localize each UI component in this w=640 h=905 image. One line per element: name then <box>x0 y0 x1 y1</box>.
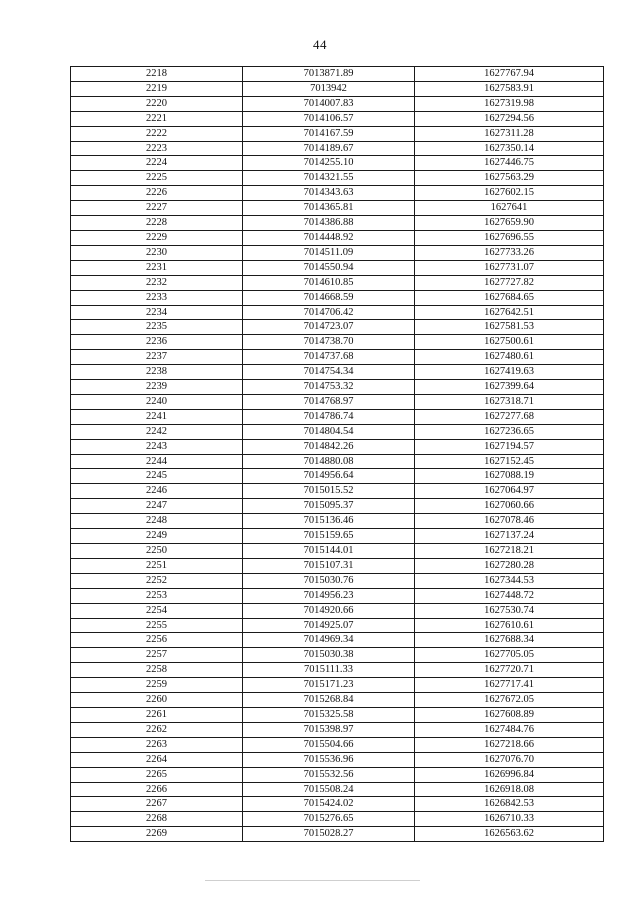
coordinates-table-body <box>71 67 604 842</box>
point-number-cell: 2224 <box>71 156 243 171</box>
x-coordinate-cell: 7015030.38 <box>243 648 415 663</box>
point-number-cell: 2247 <box>71 499 243 514</box>
y-coordinate-cell: 1627277.68 <box>415 409 604 424</box>
table-row <box>71 245 604 260</box>
point-number-cell: 2245 <box>71 469 243 484</box>
y-coordinate-cell: 1627448.72 <box>415 588 604 603</box>
x-coordinate-cell: 7014255.10 <box>243 156 415 171</box>
point-number-cell: 2251 <box>71 558 243 573</box>
point-number-cell: 2258 <box>71 663 243 678</box>
x-coordinate-cell: 7014550.94 <box>243 260 415 275</box>
table-row <box>71 648 604 663</box>
x-coordinate-cell: 7014610.85 <box>243 275 415 290</box>
y-coordinate-cell: 1627530.74 <box>415 603 604 618</box>
table-row <box>71 67 604 82</box>
y-coordinate-cell: 1627194.57 <box>415 439 604 454</box>
y-coordinate-cell: 1627350.14 <box>415 141 604 156</box>
x-coordinate-cell: 7014723.07 <box>243 320 415 335</box>
point-number-cell: 2221 <box>71 111 243 126</box>
y-coordinate-cell: 1627236.65 <box>415 424 604 439</box>
x-coordinate-cell: 7014956.64 <box>243 469 415 484</box>
table-row <box>71 275 604 290</box>
table-row <box>71 678 604 693</box>
point-number-cell: 2233 <box>71 290 243 305</box>
x-coordinate-cell: 7014969.34 <box>243 633 415 648</box>
x-coordinate-cell: 7015504.66 <box>243 737 415 752</box>
y-coordinate-cell: 1627294.56 <box>415 111 604 126</box>
table-row <box>71 424 604 439</box>
y-coordinate-cell: 1627705.05 <box>415 648 604 663</box>
y-coordinate-cell: 1627318.71 <box>415 394 604 409</box>
y-coordinate-cell: 1627581.53 <box>415 320 604 335</box>
y-coordinate-cell: 1627672.05 <box>415 693 604 708</box>
y-coordinate-cell: 1627767.94 <box>415 67 604 82</box>
table-row <box>71 484 604 499</box>
y-coordinate-cell: 1627344.53 <box>415 573 604 588</box>
point-number-cell: 2225 <box>71 171 243 186</box>
x-coordinate-cell: 7014753.32 <box>243 380 415 395</box>
y-coordinate-cell: 1627137.24 <box>415 529 604 544</box>
table-row <box>71 141 604 156</box>
y-coordinate-cell: 1627696.55 <box>415 230 604 245</box>
y-coordinate-cell: 1627419.63 <box>415 365 604 380</box>
table-row <box>71 514 604 529</box>
point-number-cell: 2220 <box>71 96 243 111</box>
point-number-cell: 2238 <box>71 365 243 380</box>
point-number-cell: 2243 <box>71 439 243 454</box>
point-number-cell: 2232 <box>71 275 243 290</box>
x-coordinate-cell: 7015532.56 <box>243 767 415 782</box>
table-row <box>71 573 604 588</box>
table-row <box>71 544 604 559</box>
y-coordinate-cell: 1627500.61 <box>415 335 604 350</box>
point-number-cell: 2218 <box>71 67 243 82</box>
y-coordinate-cell: 1627088.19 <box>415 469 604 484</box>
x-coordinate-cell: 7014106.57 <box>243 111 415 126</box>
point-number-cell: 2267 <box>71 797 243 812</box>
table-row <box>71 827 604 842</box>
table-row <box>71 752 604 767</box>
table-row <box>71 588 604 603</box>
x-coordinate-cell: 7014668.59 <box>243 290 415 305</box>
point-number-cell: 2237 <box>71 350 243 365</box>
point-number-cell: 2235 <box>71 320 243 335</box>
point-number-cell: 2265 <box>71 767 243 782</box>
x-coordinate-cell: 7014343.63 <box>243 186 415 201</box>
x-coordinate-cell: 7015030.76 <box>243 573 415 588</box>
table-row <box>71 320 604 335</box>
y-coordinate-cell: 1627399.64 <box>415 380 604 395</box>
y-coordinate-cell: 1627717.41 <box>415 678 604 693</box>
point-number-cell: 2236 <box>71 335 243 350</box>
table-row <box>71 454 604 469</box>
point-number-cell: 2219 <box>71 81 243 96</box>
x-coordinate-cell: 7015398.97 <box>243 722 415 737</box>
table-row <box>71 693 604 708</box>
table-row <box>71 469 604 484</box>
x-coordinate-cell: 7014386.88 <box>243 216 415 231</box>
point-number-cell: 2249 <box>71 529 243 544</box>
y-coordinate-cell: 1627610.61 <box>415 618 604 633</box>
y-coordinate-cell: 1627076.70 <box>415 752 604 767</box>
table-row <box>71 171 604 186</box>
y-coordinate-cell: 1627608.89 <box>415 707 604 722</box>
x-coordinate-cell: 7014804.54 <box>243 424 415 439</box>
point-number-cell: 2239 <box>71 380 243 395</box>
table-row <box>71 216 604 231</box>
point-number-cell: 2255 <box>71 618 243 633</box>
point-number-cell: 2230 <box>71 245 243 260</box>
point-number-cell: 2260 <box>71 693 243 708</box>
x-coordinate-cell: 7015111.33 <box>243 663 415 678</box>
table-row <box>71 812 604 827</box>
point-number-cell: 2228 <box>71 216 243 231</box>
table-row <box>71 663 604 678</box>
table-row <box>71 409 604 424</box>
y-coordinate-cell: 1627152.45 <box>415 454 604 469</box>
table-row <box>71 707 604 722</box>
point-number-cell: 2259 <box>71 678 243 693</box>
x-coordinate-cell: 7014189.67 <box>243 141 415 156</box>
x-coordinate-cell: 7015536.96 <box>243 752 415 767</box>
x-coordinate-cell: 7015136.46 <box>243 514 415 529</box>
table-row <box>71 260 604 275</box>
x-coordinate-cell: 7015107.31 <box>243 558 415 573</box>
x-coordinate-cell: 7014925.07 <box>243 618 415 633</box>
table-row <box>71 618 604 633</box>
table-row <box>71 126 604 141</box>
x-coordinate-cell: 7015508.24 <box>243 782 415 797</box>
scan-artifact-line <box>205 880 420 881</box>
y-coordinate-cell: 1626842.53 <box>415 797 604 812</box>
y-coordinate-cell: 1627064.97 <box>415 484 604 499</box>
x-coordinate-cell: 7014786.74 <box>243 409 415 424</box>
x-coordinate-cell: 7014321.55 <box>243 171 415 186</box>
table-row <box>71 722 604 737</box>
x-coordinate-cell: 7015144.01 <box>243 544 415 559</box>
y-coordinate-cell: 1627446.75 <box>415 156 604 171</box>
y-coordinate-cell: 1626563.62 <box>415 827 604 842</box>
y-coordinate-cell: 1627319.98 <box>415 96 604 111</box>
point-number-cell: 2223 <box>71 141 243 156</box>
table-row <box>71 335 604 350</box>
y-coordinate-cell: 1627060.66 <box>415 499 604 514</box>
table-row <box>71 603 604 618</box>
table-row <box>71 782 604 797</box>
point-number-cell: 2268 <box>71 812 243 827</box>
table-row <box>71 797 604 812</box>
y-coordinate-cell: 1627688.34 <box>415 633 604 648</box>
point-number-cell: 2246 <box>71 484 243 499</box>
table-row <box>71 380 604 395</box>
x-coordinate-cell: 7014738.70 <box>243 335 415 350</box>
point-number-cell: 2231 <box>71 260 243 275</box>
point-number-cell: 2262 <box>71 722 243 737</box>
point-number-cell: 2250 <box>71 544 243 559</box>
point-number-cell: 2263 <box>71 737 243 752</box>
point-number-cell: 2254 <box>71 603 243 618</box>
x-coordinate-cell: 7014365.81 <box>243 201 415 216</box>
table-row <box>71 111 604 126</box>
x-coordinate-cell: 7014768.97 <box>243 394 415 409</box>
table-row <box>71 350 604 365</box>
x-coordinate-cell: 7015325.58 <box>243 707 415 722</box>
x-coordinate-cell: 7014880.08 <box>243 454 415 469</box>
x-coordinate-cell: 7013942 <box>243 81 415 96</box>
table-row <box>71 365 604 380</box>
table-row <box>71 394 604 409</box>
y-coordinate-cell: 1627583.91 <box>415 81 604 96</box>
point-number-cell: 2256 <box>71 633 243 648</box>
table-row <box>71 767 604 782</box>
y-coordinate-cell: 1627684.65 <box>415 290 604 305</box>
table-row <box>71 290 604 305</box>
y-coordinate-cell: 1627280.28 <box>415 558 604 573</box>
point-number-cell: 2248 <box>71 514 243 529</box>
table-row <box>71 633 604 648</box>
x-coordinate-cell: 7014920.66 <box>243 603 415 618</box>
y-coordinate-cell: 1627602.15 <box>415 186 604 201</box>
x-coordinate-cell: 7014737.68 <box>243 350 415 365</box>
y-coordinate-cell: 1627642.51 <box>415 305 604 320</box>
point-number-cell: 2222 <box>71 126 243 141</box>
page-number: 44 <box>313 37 327 52</box>
point-number-cell: 2240 <box>71 394 243 409</box>
x-coordinate-cell: 7014511.09 <box>243 245 415 260</box>
table-row <box>71 81 604 96</box>
x-coordinate-cell: 7014706.42 <box>243 305 415 320</box>
point-number-cell: 2253 <box>71 588 243 603</box>
y-coordinate-cell: 1627484.76 <box>415 722 604 737</box>
x-coordinate-cell: 7015159.65 <box>243 529 415 544</box>
x-coordinate-cell: 7013871.89 <box>243 67 415 82</box>
y-coordinate-cell: 1627727.82 <box>415 275 604 290</box>
y-coordinate-cell: 1627218.21 <box>415 544 604 559</box>
y-coordinate-cell: 1627563.29 <box>415 171 604 186</box>
x-coordinate-cell: 7015276.65 <box>243 812 415 827</box>
x-coordinate-cell: 7014007.83 <box>243 96 415 111</box>
table-row <box>71 230 604 245</box>
table-row <box>71 201 604 216</box>
x-coordinate-cell: 7014167.59 <box>243 126 415 141</box>
table-row <box>71 96 604 111</box>
point-number-cell: 2261 <box>71 707 243 722</box>
y-coordinate-cell: 1627480.61 <box>415 350 604 365</box>
y-coordinate-cell: 1627641 <box>415 201 604 216</box>
point-number-cell: 2229 <box>71 230 243 245</box>
table-row <box>71 529 604 544</box>
x-coordinate-cell: 7014754.34 <box>243 365 415 380</box>
x-coordinate-cell: 7014448.92 <box>243 230 415 245</box>
point-number-cell: 2234 <box>71 305 243 320</box>
y-coordinate-cell: 1626918.08 <box>415 782 604 797</box>
x-coordinate-cell: 7015028.27 <box>243 827 415 842</box>
y-coordinate-cell: 1627720.71 <box>415 663 604 678</box>
x-coordinate-cell: 7015171.23 <box>243 678 415 693</box>
table-row <box>71 305 604 320</box>
y-coordinate-cell: 1626996.84 <box>415 767 604 782</box>
table-row <box>71 156 604 171</box>
table-row <box>71 439 604 454</box>
point-number-cell: 2266 <box>71 782 243 797</box>
point-number-cell: 2241 <box>71 409 243 424</box>
table-row <box>71 499 604 514</box>
y-coordinate-cell: 1627659.90 <box>415 216 604 231</box>
table-row <box>71 558 604 573</box>
point-number-cell: 2269 <box>71 827 243 842</box>
point-number-cell: 2257 <box>71 648 243 663</box>
y-coordinate-cell: 1627731.07 <box>415 260 604 275</box>
point-number-cell: 2242 <box>71 424 243 439</box>
point-number-cell: 2244 <box>71 454 243 469</box>
y-coordinate-cell: 1627733.26 <box>415 245 604 260</box>
x-coordinate-cell: 7015015.52 <box>243 484 415 499</box>
y-coordinate-cell: 1627218.66 <box>415 737 604 752</box>
x-coordinate-cell: 7015424.02 <box>243 797 415 812</box>
y-coordinate-cell: 1627311.28 <box>415 126 604 141</box>
x-coordinate-cell: 7015095.37 <box>243 499 415 514</box>
table-row <box>71 186 604 201</box>
point-number-cell: 2227 <box>71 201 243 216</box>
point-number-cell: 2252 <box>71 573 243 588</box>
x-coordinate-cell: 7014956.23 <box>243 588 415 603</box>
point-number-cell: 2264 <box>71 752 243 767</box>
coordinates-table <box>70 66 604 842</box>
y-coordinate-cell: 1626710.33 <box>415 812 604 827</box>
table-row <box>71 737 604 752</box>
x-coordinate-cell: 7015268.84 <box>243 693 415 708</box>
point-number-cell: 2226 <box>71 186 243 201</box>
y-coordinate-cell: 1627078.46 <box>415 514 604 529</box>
x-coordinate-cell: 7014842.26 <box>243 439 415 454</box>
